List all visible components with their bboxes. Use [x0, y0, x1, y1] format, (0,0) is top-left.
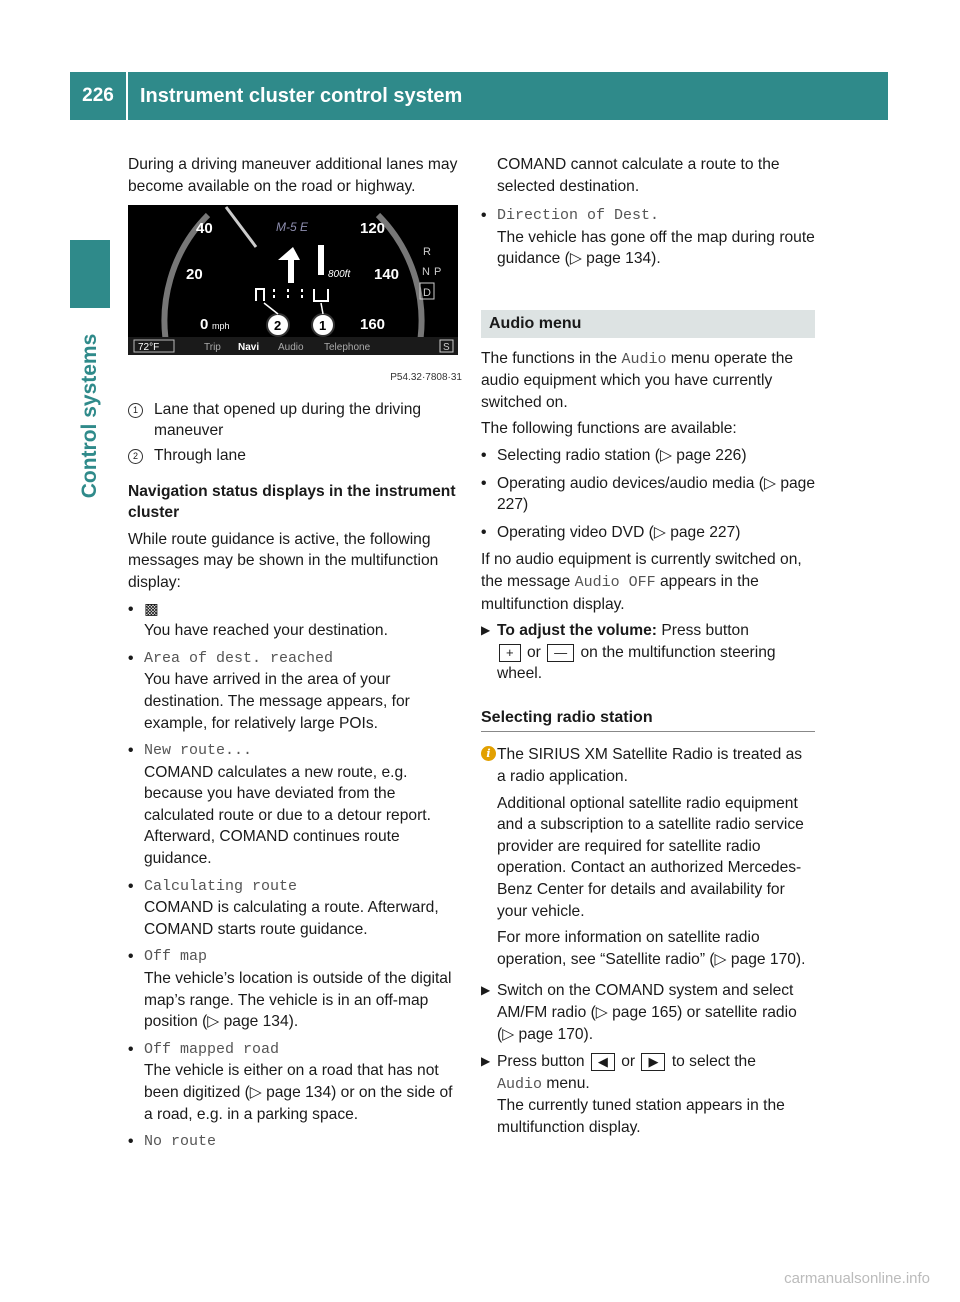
- menu-audio: Audio: [278, 342, 304, 354]
- gear-label: P: [434, 266, 442, 279]
- item-text: COMAND is calculating a route. Afterward, COMAND starts route guidance.: [144, 899, 439, 938]
- figure-caption: P54.32·7808·31: [390, 372, 462, 384]
- function-item: • Operating video DVD (▷ page 227): [481, 523, 741, 541]
- list-item: • Area of dest. reached You have arrived in the area of your destination. The message appears, for example, for relatively large POIs.: [128, 648, 462, 734]
- distance-label: 800ft: [328, 269, 351, 281]
- speed-label: 20: [186, 266, 203, 284]
- route-label: M-5 E: [276, 220, 309, 235]
- speed-label: 160: [360, 316, 386, 334]
- nav-heading: Navigation status displays in the instrument cluster: [128, 482, 456, 522]
- item-text: COMAND cannot calculate a route to the selected destination.: [497, 156, 780, 195]
- item-text: The vehicle is either on a road that has not been digitized (▷ page 134) or on the side of a road, e.g. in a parking space.: [144, 1062, 453, 1123]
- sidebar-section-title: Control systems: [78, 333, 102, 499]
- list-item: [481, 154, 815, 197]
- nav-intro: While route guidance is active, the following messages may be shown in the multifunction display:: [128, 530, 439, 591]
- callout-1-marker: 1: [319, 318, 327, 334]
- no-audio-paragraph: If no audio equipment is currently switched on, the message Audio OFF appears in the multifunction display.: [481, 551, 802, 613]
- list-item: • Off map The vehicle’s location is outside of the digital map’s range. The vehicle is in an off-map position (▷ page 134).: [128, 946, 462, 1032]
- step-arrow-icon: ▶: [481, 983, 491, 998]
- info-icon: i: [481, 746, 496, 761]
- right-key-icon: ▶: [641, 1053, 665, 1071]
- gear-label: R: [423, 246, 431, 259]
- left-key-icon: ◀: [591, 1053, 615, 1071]
- item-text: The vehicle’s location is outside of the digital map’s range. The vehicle is in an off-map position (▷ page 134).: [144, 970, 452, 1031]
- menu-navi: Navi: [238, 342, 260, 354]
- item-label: Calculating route: [144, 877, 298, 895]
- page-number: 226: [70, 72, 126, 120]
- callout-number: 2: [128, 449, 143, 464]
- list-item: • ▩ You have reached your destination.: [128, 599, 462, 642]
- list-item: • No route: [128, 1131, 462, 1153]
- callout-item: [128, 399, 462, 442]
- destination-flag-icon: ▩: [144, 600, 159, 618]
- seat-label: S: [443, 342, 450, 354]
- switch-on-step: ▶ Switch on the COMAND system and select AM/FM radio (▷ page 165) or satellite radio (▷ page 170).: [481, 982, 797, 1043]
- item-label: New route...: [144, 742, 253, 760]
- speed-label: 120: [360, 220, 386, 238]
- menu-telephone: Telephone: [324, 342, 371, 354]
- info-note: i The SIRIUS XM Satellite Radio is treated as a radio application. Additional optional satellite radio equipment and a subscription to a satellite radio service provider are required for satellite radio operation. Contact an authorized Mercedes-Benz Center for details and availability for your vehicle. For more information on satellite radio operation, see “Satellite radio” (▷ page 170).: [481, 744, 815, 970]
- function-item: • Operating audio devices/audio media (▷ page 227): [481, 474, 816, 514]
- gear-label: N: [422, 266, 430, 279]
- speed-label: 140: [374, 266, 400, 284]
- right-column: [481, 154, 815, 1145]
- callout-2-marker: 2: [274, 318, 282, 334]
- item-label: Direction of Dest.: [497, 207, 660, 225]
- step-arrow-icon: ▶: [481, 623, 491, 638]
- function-item: • Selecting radio station (▷ page 226): [481, 446, 747, 464]
- item-text: COMAND calculates a new route, e.g. because you have deviated from the calculated route or due to a detour report. Afterward, COMAND continues route guidance.: [144, 763, 431, 868]
- volume-step: ▶ To adjust the volume: Press button + or — on the multifunction steering wheel.: [481, 622, 776, 683]
- item-label: No route: [144, 1133, 217, 1151]
- press-button-step: ▶ Press button ◀ or ▶ to select the Audio menu. The currently tuned station appears in the multifunction display.: [481, 1053, 785, 1136]
- list-item: • Calculating route COMAND is calculating a route. Afterward, COMAND starts route guidance.: [128, 876, 462, 941]
- item-label: Area of dest. reached: [144, 649, 334, 667]
- gear-label: D: [423, 287, 431, 300]
- radio-station-heading: Selecting radio station: [481, 707, 815, 733]
- item-text: You have reached your destination.: [144, 622, 388, 640]
- page-title: Instrument cluster control system: [140, 85, 463, 107]
- item-label: Off mapped road: [144, 1040, 280, 1058]
- item-text: You have arrived in the area of your destination. The message appears, for example, for relatively large POIs.: [144, 671, 410, 732]
- intro-paragraph: During a driving maneuver additional lanes may become available on the road or highway.: [128, 156, 458, 195]
- list-item: • New route... COMAND calculates a new route, e.g. because you have deviated from the calculated route or due to a detour report. Afterward, COMAND continues route guidance.: [128, 740, 462, 870]
- callout-text: Lane that opened up during the driving maneuver: [154, 400, 422, 440]
- item-label: Off map: [144, 948, 208, 966]
- callout-text: Through lane: [154, 446, 246, 464]
- speed-label: 0: [200, 316, 209, 334]
- sidebar-tab: [70, 240, 110, 308]
- temperature-label: 72°F: [138, 342, 160, 354]
- plus-key-icon: +: [499, 644, 521, 662]
- left-column: [128, 154, 462, 1159]
- audio-intro: The functions in the Audio menu operate the audio equipment which you have currently switched on.: [481, 349, 794, 411]
- audio-menu-heading: Audio menu: [481, 310, 815, 338]
- watermark: carmanualsonline.info: [784, 1270, 930, 1288]
- list-item: • Direction of Dest. The vehicle has gone off the map during route guidance (▷ page 134).: [481, 205, 815, 270]
- item-text: The vehicle has gone off the map during route guidance (▷ page 134).: [497, 228, 815, 268]
- callout-item: [128, 445, 462, 467]
- speed-unit: mph: [212, 321, 230, 332]
- minus-key-icon: —: [547, 644, 574, 662]
- cluster-illustration: [128, 205, 458, 365]
- callout-number: 1: [128, 403, 143, 418]
- step-arrow-icon: ▶: [481, 1054, 491, 1069]
- list-item: • Off mapped road The vehicle is either on a road that has not been digitized (▷ page 134) or on the side of a road, e.g. in a parking space.: [128, 1039, 462, 1125]
- speed-label: 40: [196, 220, 213, 238]
- menu-trip: Trip: [204, 342, 221, 354]
- instrument-cluster-figure: [128, 205, 458, 365]
- following-functions: The following functions are available:: [481, 420, 737, 438]
